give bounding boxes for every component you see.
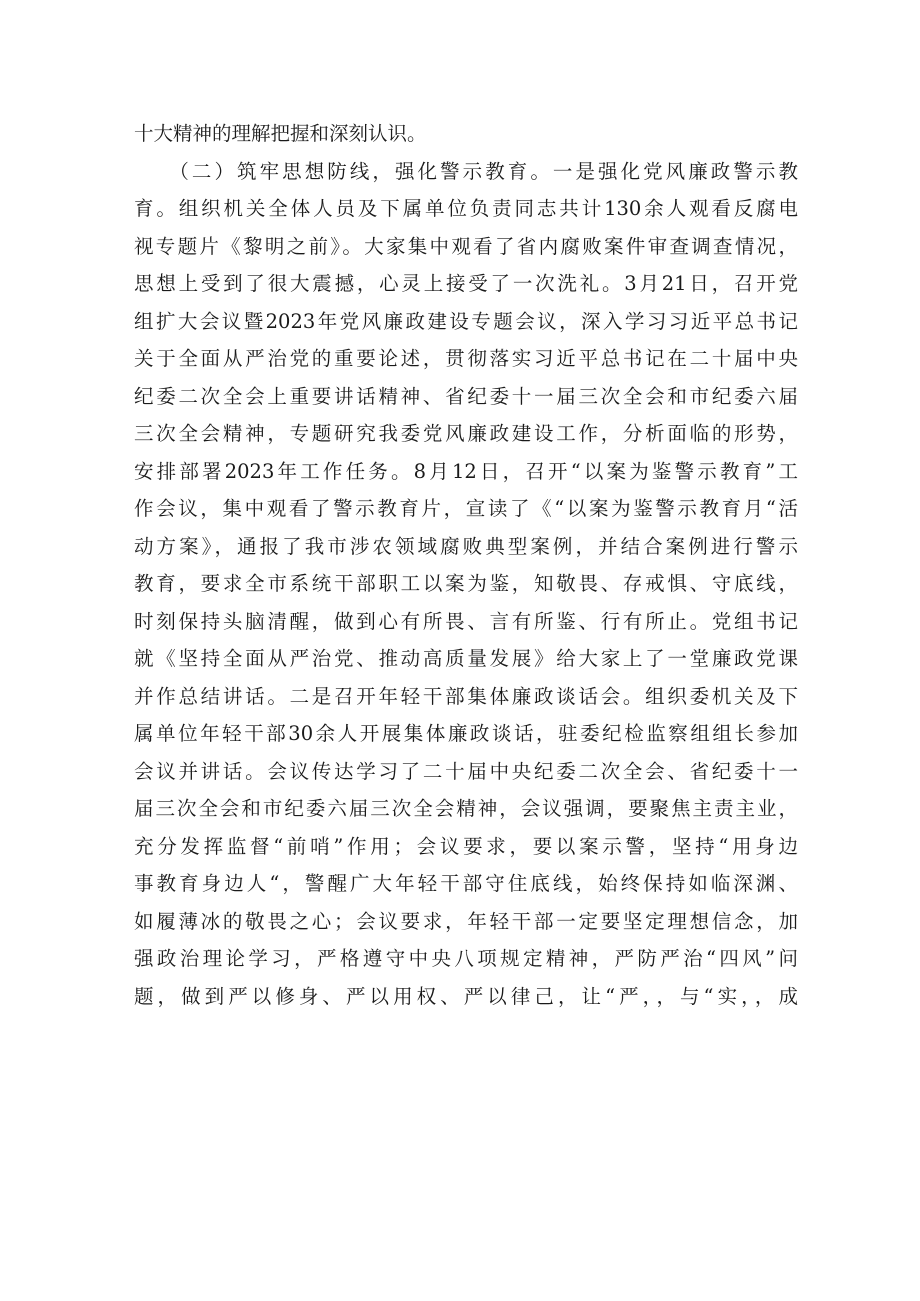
text-line-10: 安排部署2023年工作任务。8月12日，召开“以案为鉴警示教育”工 (134, 459, 798, 483)
text-line-23: 强政治理论学习，严格遵守中央八项规定精神，严防严治“四风”问 (134, 947, 798, 970)
text-line-20: 充分发挥监督“前哨”作用；会议要求，要以案示警，坚持“用身边 (134, 834, 798, 858)
text-line-17: 属单位年轻干部30余人开展集体廉政谈话，驻委纪检监察组组长参加 (134, 722, 798, 745)
text-line-15: 就《坚持全面从严治党、推动高质量发展》给大家上了一堂廉政党课 (134, 647, 798, 670)
text-line-14: 时刻保持头脑清醒，做到心有所畏、言有所鉴、行有所止。党组书记 (134, 609, 798, 633)
text-line-16: 并作总结讲话。二是召开年轻干部集体廉政谈话会。组织委机关及下 (134, 684, 798, 708)
text-line-9: 三次全会精神，专题研究我委党风廉政建设工作，分析面临的形势， (134, 422, 798, 445)
text-line-7: 关于全面从严治党的重要论述，贯彻落实习近平总书记在二十届中央 (134, 347, 798, 370)
text-line-6: 组扩大会议暨2023年党风廉政建设专题会议，深入学习习近平总书记 (134, 309, 798, 333)
text-line-2: （二）筑牢思想防线，强化警示教育。一是强化党风廉政警示教 (134, 159, 798, 183)
text-line-13: 教育，要求全市系统干部职工以案为鉴，知敬畏、存戒惧、守底线， (134, 572, 798, 595)
text-line-4: 视专题片《黎明之前》。大家集中观看了省内腐败案件审查调查情况， (134, 234, 798, 258)
text-line-1: 十大精神的理解把握和深刻认识。 (134, 122, 427, 145)
text-line-22: 如履薄冰的敬畏之心；会议要求，年轻干部一定要坚定理想信念，加 (134, 909, 798, 933)
text-line-3: 育。组织机关全体人员及下属单位负责同志共计130余人观看反腐电 (134, 197, 798, 220)
text-line-19: 届三次全会和市纪委六届三次全会精神，会议强调，要聚焦主责主业， (134, 797, 798, 820)
text-line-21: 事教育身边人“，警醒广大年轻干部守住底线，始终保持如临深渊、 (134, 872, 798, 895)
text-line-5: 思想上受到了很大震撼，心灵上接受了一次洗礼。3月21日，召开党 (134, 272, 798, 295)
text-line-8: 纪委二次全会上重要讲话精神、省纪委十一届三次全会和市纪委六届 (134, 384, 798, 408)
body-text (134, 115, 798, 1015)
text-line-12: 动方案》，通报了我市涉农领域腐败典型案例，并结合案例进行警示 (134, 534, 798, 558)
text-line-24: 题，做到严以修身、严以用权、严以律己，让“严，，与“实，，成 (134, 984, 798, 1008)
text-line-18: 会议并讲话。会议传达学习了二十届中央纪委二次全会、省纪委十一 (134, 759, 798, 783)
text-line-11: 作会议，集中观看了警示教育片，宣读了《“以案为鉴警示教育月“活 (134, 497, 798, 520)
